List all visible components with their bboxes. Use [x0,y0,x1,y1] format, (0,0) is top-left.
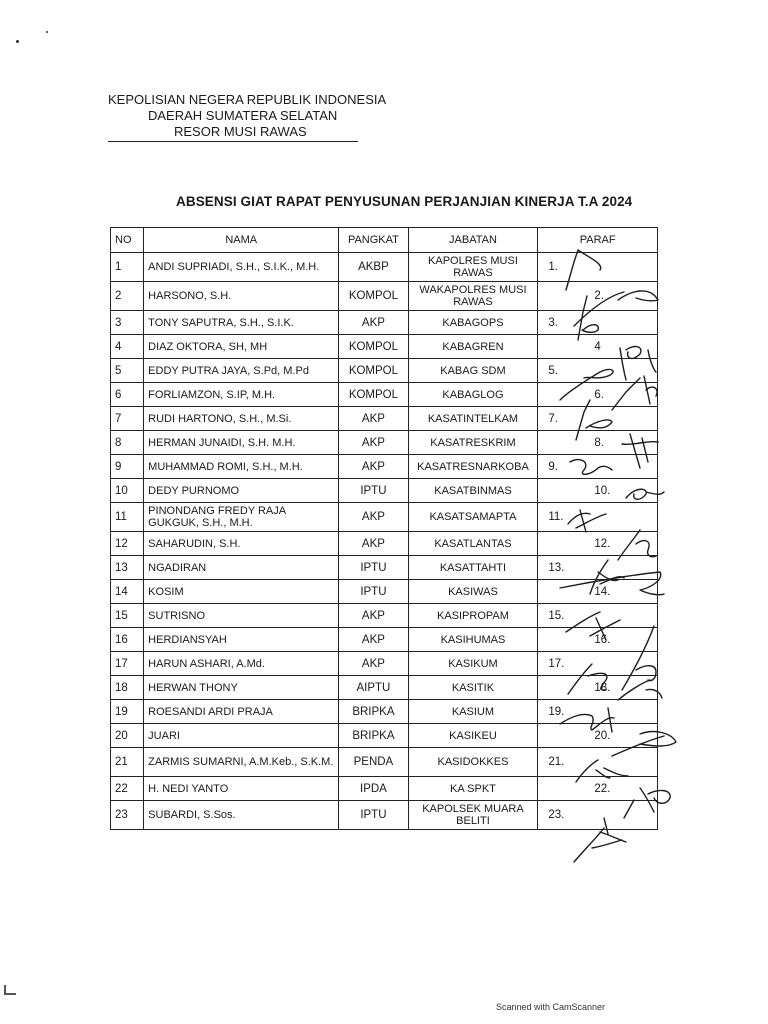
table-row [111,604,658,628]
cell-no: 7 [111,407,144,431]
cell-nama: JUARI [144,724,339,748]
paraf-number: 16. [594,633,611,646]
header-no: NO [111,228,144,253]
paraf-number: 1. [548,261,558,273]
cell-pangkat: IPTU [339,801,408,830]
cell-nama: DIAZ OKTORA, SH, MH [144,335,339,359]
cell-nama: PINONDANG FREDY RAJA GUKGUK, S.H., M.H. [144,503,339,532]
cell-paraf [538,724,658,748]
table-row [111,311,658,335]
cell-paraf [538,556,658,580]
cell-no: 6 [111,383,144,407]
cell-jabatan: KASITIK [408,676,538,700]
paraf-number: 7. [548,412,558,425]
cell-nama: HERWAN THONY [144,676,339,700]
table-row [111,503,658,532]
cell-nama: ZARMIS SUMARNI, A.M.Keb., S.K.M. [144,748,339,777]
letterhead-underline [108,141,358,142]
paraf-number: 12. [594,537,611,550]
cell-jabatan: KABAGLOG [408,383,538,407]
cell-pangkat: AIPTU [339,676,408,700]
paraf-number: 18. [594,681,611,694]
cell-jabatan: KAPOLRES MUSI RAWAS [408,253,538,282]
cell-nama: SUTRISNO [144,604,339,628]
cell-paraf [538,431,658,455]
cell-no: 22 [111,777,144,801]
cell-no: 18 [111,676,144,700]
table-row [111,253,658,282]
cell-nama: MUHAMMAD ROMI, S.H., M.H. [144,455,339,479]
cell-jabatan: KASIKEU [408,724,538,748]
table-row [111,455,658,479]
cell-pangkat: IPTU [339,556,408,580]
table-row [111,724,658,748]
letterhead [108,92,387,140]
cell-nama: SUBARDI, S.Sos. [144,801,339,830]
cell-jabatan: KASIPROPAM [408,604,538,628]
table-row [111,777,658,801]
header-jabatan: JABATAN [408,228,538,253]
cell-nama: H. NEDI YANTO [144,777,339,801]
cell-no: 20 [111,724,144,748]
cell-no: 15 [111,604,144,628]
cell-pangkat: KOMPOL [339,383,408,407]
cell-jabatan: KASATLANTAS [408,532,538,556]
cell-paraf [538,383,658,407]
cell-no: 21 [111,748,144,777]
cell-pangkat: BRIPKA [339,700,408,724]
header-paraf: PARAF [538,228,658,253]
paraf-number: 15. [548,609,565,622]
cell-pangkat: AKP [339,311,408,335]
cell-jabatan: KABAGREN [408,335,538,359]
table-row [111,383,658,407]
paraf-number: 19. [548,705,565,718]
cell-nama: ROESANDI ARDI PRAJA [144,700,339,724]
cell-paraf [538,455,658,479]
cell-nama: SAHARUDIN, S.H. [144,532,339,556]
header-nama: NAMA [144,228,339,253]
table-header-row [111,228,658,253]
cell-paraf [538,253,658,282]
cell-jabatan: KASATRESNARKOBA [408,455,538,479]
cell-pangkat: KOMPOL [339,335,408,359]
table-row [111,335,658,359]
letterhead-line-2: DAERAH SUMATERA SELATAN [148,108,338,123]
cell-no: 3 [111,311,144,335]
cell-pangkat: AKP [339,604,408,628]
paraf-number: 10. [594,484,611,497]
scanner-watermark: Scanned with CamScanner [496,1002,606,1012]
paraf-number: 14. [594,585,611,598]
scan-speck [46,31,48,33]
cell-paraf [538,407,658,431]
table-row [111,407,658,431]
cell-jabatan: KABAG SDM [408,359,538,383]
table-row [111,556,658,580]
cell-paraf [538,801,658,830]
cell-paraf [538,479,658,503]
scan-edge-mark [4,985,16,995]
cell-nama: NGADIRAN [144,556,339,580]
cell-nama: ANDI SUPRIADI, S.H., S.I.K., M.H. [144,253,339,282]
cell-jabatan: KAPOLSEK MUARA BELITI [408,801,538,830]
cell-jabatan: KASATSAMAPTA [408,503,538,532]
cell-no: 10 [111,479,144,503]
table-row [111,431,658,455]
cell-no: 12 [111,532,144,556]
paraf-number: 2. [594,290,604,302]
cell-nama: RUDI HARTONO, S.H., M.Si. [144,407,339,431]
cell-pangkat: AKP [339,431,408,455]
cell-jabatan: KASATTAHTI [408,556,538,580]
letterhead-line-1: KEPOLISIAN NEGERA REPUBLIK INDONESIA [108,92,387,107]
table-row [111,532,658,556]
cell-no: 13 [111,556,144,580]
cell-pangkat: AKBP [339,253,408,282]
cell-nama: HERMAN JUNAIDI, S.H. M.H. [144,431,339,455]
cell-jabatan: KASIDOKKES [408,748,538,777]
cell-paraf [538,777,658,801]
paraf-number: 11. [548,511,564,523]
cell-no: 1 [111,253,144,282]
cell-paraf [538,652,658,676]
table-row [111,282,658,311]
paraf-number: 6. [594,388,604,401]
cell-pangkat: AKP [339,532,408,556]
cell-no: 14 [111,580,144,604]
cell-nama: KOSIM [144,580,339,604]
cell-paraf [538,335,658,359]
cell-nama: HARSONO, S.H. [144,282,339,311]
cell-paraf [538,580,658,604]
table-row [111,479,658,503]
table-row [111,748,658,777]
cell-pangkat: AKP [339,628,408,652]
cell-jabatan: KA SPKT [408,777,538,801]
paraf-number: 22. [594,782,611,795]
cell-jabatan: KASATRESKRIM [408,431,538,455]
table-row [111,700,658,724]
cell-jabatan: KASIKUM [408,652,538,676]
cell-pangkat: IPTU [339,580,408,604]
cell-pangkat: IPDA [339,777,408,801]
cell-jabatan: KASATBINMAS [408,479,538,503]
cell-paraf [538,604,658,628]
cell-paraf [538,676,658,700]
cell-pangkat: KOMPOL [339,282,408,311]
cell-paraf [538,532,658,556]
cell-paraf [538,628,658,652]
paraf-number: 23. [548,809,565,821]
paraf-number: 4 [594,340,601,353]
cell-no: 23 [111,801,144,830]
cell-paraf [538,359,658,383]
cell-jabatan: KASATINTELKAM [408,407,538,431]
table-row [111,580,658,604]
cell-no: 19 [111,700,144,724]
cell-no: 2 [111,282,144,311]
cell-pangkat: AKP [339,455,408,479]
header-pangkat: PANGKAT [339,228,408,253]
cell-pangkat: BRIPKA [339,724,408,748]
cell-nama: EDDY PUTRA JAYA, S.Pd, M.Pd [144,359,339,383]
cell-jabatan: KASIWAS [408,580,538,604]
cell-no: 8 [111,431,144,455]
document-title: ABSENSI GIAT RAPAT PENYUSUNAN PERJANJIAN KINERJA T.A 2024 [176,194,633,209]
paraf-number: 13. [548,561,565,574]
cell-no: 4 [111,335,144,359]
table-row [111,652,658,676]
paraf-number: 20. [594,729,611,742]
cell-no: 5 [111,359,144,383]
cell-nama: DEDY PURNOMO [144,479,339,503]
letterhead-line-3: RESOR MUSI RAWAS [174,124,307,139]
cell-no: 9 [111,455,144,479]
cell-paraf [538,503,658,532]
table-row [111,676,658,700]
cell-pangkat: PENDA [339,748,408,777]
cell-paraf [538,700,658,724]
cell-jabatan: KASIUM [408,700,538,724]
cell-nama: FORLIAMZON, S.IP, M.H. [144,383,339,407]
paraf-number: 21. [548,756,565,768]
attendance-table [110,227,658,830]
paraf-number: 17. [548,657,565,670]
table-row [111,628,658,652]
cell-no: 17 [111,652,144,676]
cell-pangkat: AKP [339,652,408,676]
cell-nama: TONY SAPUTRA, S.H., S.I.K. [144,311,339,335]
cell-paraf [538,311,658,335]
cell-pangkat: KOMPOL [339,359,408,383]
cell-paraf [538,282,658,311]
paraf-number: 9. [548,460,558,473]
table-row [111,801,658,830]
cell-jabatan: WAKAPOLRES MUSI RAWAS [408,282,538,311]
paraf-number: 8. [594,436,604,449]
cell-pangkat: IPTU [339,479,408,503]
paraf-number: 5. [548,364,558,377]
cell-jabatan: KABAGOPS [408,311,538,335]
cell-pangkat: AKP [339,407,408,431]
cell-jabatan: KASIHUMAS [408,628,538,652]
cell-nama: HERDIANSYAH [144,628,339,652]
scan-speck [16,40,19,43]
cell-no: 16 [111,628,144,652]
table-row [111,359,658,383]
cell-no: 11 [111,503,144,532]
cell-nama: HARUN ASHARI, A.Md. [144,652,339,676]
cell-pangkat: AKP [339,503,408,532]
paraf-number: 3. [548,316,558,329]
cell-paraf [538,748,658,777]
